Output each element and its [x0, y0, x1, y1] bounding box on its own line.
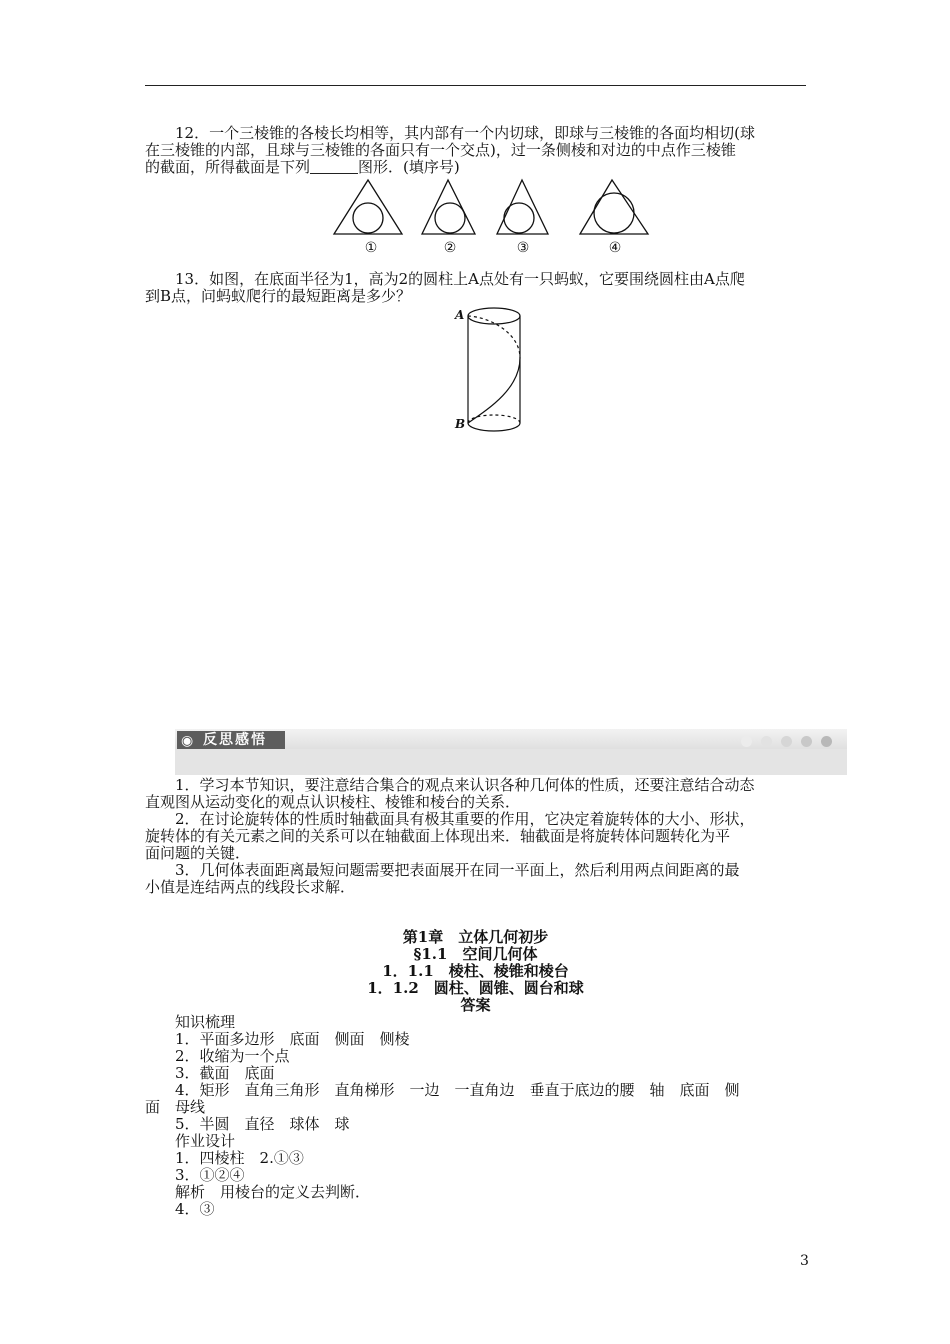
dot-2	[761, 736, 772, 747]
circle-2	[435, 203, 465, 233]
figure-label-4: ④	[608, 240, 622, 256]
reflection-p2-l1: 2．在讨论旋转体的性质时轴截面具有极其重要的作用，它决定着旋转体的大小、形状，	[175, 810, 755, 828]
q12-line-3	[145, 158, 460, 176]
reflection-p2-l3: 面问题的关键．	[145, 844, 251, 862]
reflection-p2-l2: 旋转体的有关元素之间的关系可以在轴截面上体现出来．轴截面是将旋转体问题转化为平	[145, 827, 731, 845]
q13-line-1: 13．如图，在底面半径为1，高为2的圆柱上A点处有一只蚂蚁，它要围绕圆柱由A点爬	[175, 270, 745, 288]
triangle-3	[497, 180, 548, 234]
page-number: 3	[800, 1253, 809, 1269]
figure-label-1: ①	[364, 240, 378, 256]
reflection-title: 反思感悟	[203, 732, 267, 748]
cylinder-bottom-back	[468, 415, 520, 423]
answer-5: 5．半圆 直径 球体 球	[175, 1115, 350, 1133]
cylinder-top-ellipse	[468, 308, 520, 324]
ant-path-visible	[468, 358, 520, 423]
homework-label: 作业设计	[175, 1132, 236, 1150]
q13-line-2: 到B点，问蚂蚁爬行的最短距离是多少？	[145, 287, 412, 305]
reflection-p3-l1: 3．几何体表面距离最短问题需要把表面展开在同一平面上，然后利用两点间距离的最	[175, 861, 740, 879]
reflection-title-box	[177, 731, 285, 749]
dot-5	[821, 736, 832, 747]
dot-4	[801, 736, 812, 747]
figure-label-3: ③	[516, 240, 530, 256]
reflection-p1-l2: 直观图从运动变化的观点认识棱柱、棱锥和棱台的关系．	[145, 793, 521, 811]
point-b-label: B	[455, 417, 466, 431]
circle-3	[504, 203, 534, 233]
dot-3	[781, 736, 792, 747]
q12-line-3-end: 图形．(填序号)	[358, 158, 460, 176]
q12-line-3-start: 的截面，所得截面是下列	[145, 158, 311, 176]
q12-figure	[330, 176, 660, 258]
homework-answer-4: 4．③	[175, 1200, 215, 1218]
homework-answer-3-analysis: 解析 用棱台的定义去判断．	[175, 1183, 371, 1201]
header-rule	[145, 85, 806, 86]
homework-answer-1-2: 1．四棱柱 2.①③	[175, 1149, 304, 1167]
subsection-heading-2: 1．1.2 圆柱、圆锥、圆台和球	[367, 979, 584, 997]
target-icon: ◉	[181, 733, 194, 749]
reflection-banner	[175, 729, 847, 775]
homework-answer-3: 3．①②④	[175, 1166, 245, 1184]
triangle-4	[580, 180, 648, 234]
dot-1	[741, 736, 752, 747]
answer-2: 2．收缩为一个点	[175, 1047, 290, 1065]
triangle-2	[422, 180, 475, 234]
reflection-p3-l2: 小值是连结两点的线段长求解．	[145, 878, 356, 896]
reflection-p1-l1: 1．学习本节知识，要注意结合集合的观点来认识各种几何体的性质，还要注意结合动态	[175, 776, 755, 794]
knowledge-review-label: 知识梳理	[175, 1013, 236, 1031]
answer-4-line-1: 4．矩形 直角三角形 直角梯形 一边 一直角边 垂直于底边的腰 轴 底面 侧	[175, 1081, 740, 1099]
point-a-label: A	[455, 308, 465, 322]
answer-blank	[310, 159, 358, 174]
answer-3: 3．截面 底面	[175, 1064, 275, 1082]
figure-label-2: ②	[443, 240, 457, 256]
cylinder-bottom-front	[468, 423, 520, 431]
subsection-heading-1: 1．1.1 棱柱、棱锥和棱台	[382, 962, 569, 980]
triangle-1	[334, 180, 402, 234]
answer-4-line-2: 面 母线	[145, 1098, 206, 1116]
answer-1: 1．平面多边形 底面 侧面 侧棱	[175, 1030, 410, 1048]
q12-line-1: 12．一个三棱锥的各棱长均相等，其内部有一个内切球，即球与三棱锥的各面均相切(球	[175, 124, 755, 142]
circle-4	[594, 193, 634, 233]
answers-heading: 答案	[460, 996, 491, 1014]
chapter-heading: 第1章 立体几何初步	[402, 928, 549, 946]
cylinder-figure	[450, 303, 530, 438]
q12-line-2: 在三棱锥的内部，且球与三棱锥的各面只有一个交点)，过一条侧棱和对边的中点作三棱锥	[145, 141, 736, 159]
section-heading: §1.1 空间几何体	[413, 945, 538, 963]
circle-1	[353, 203, 383, 233]
